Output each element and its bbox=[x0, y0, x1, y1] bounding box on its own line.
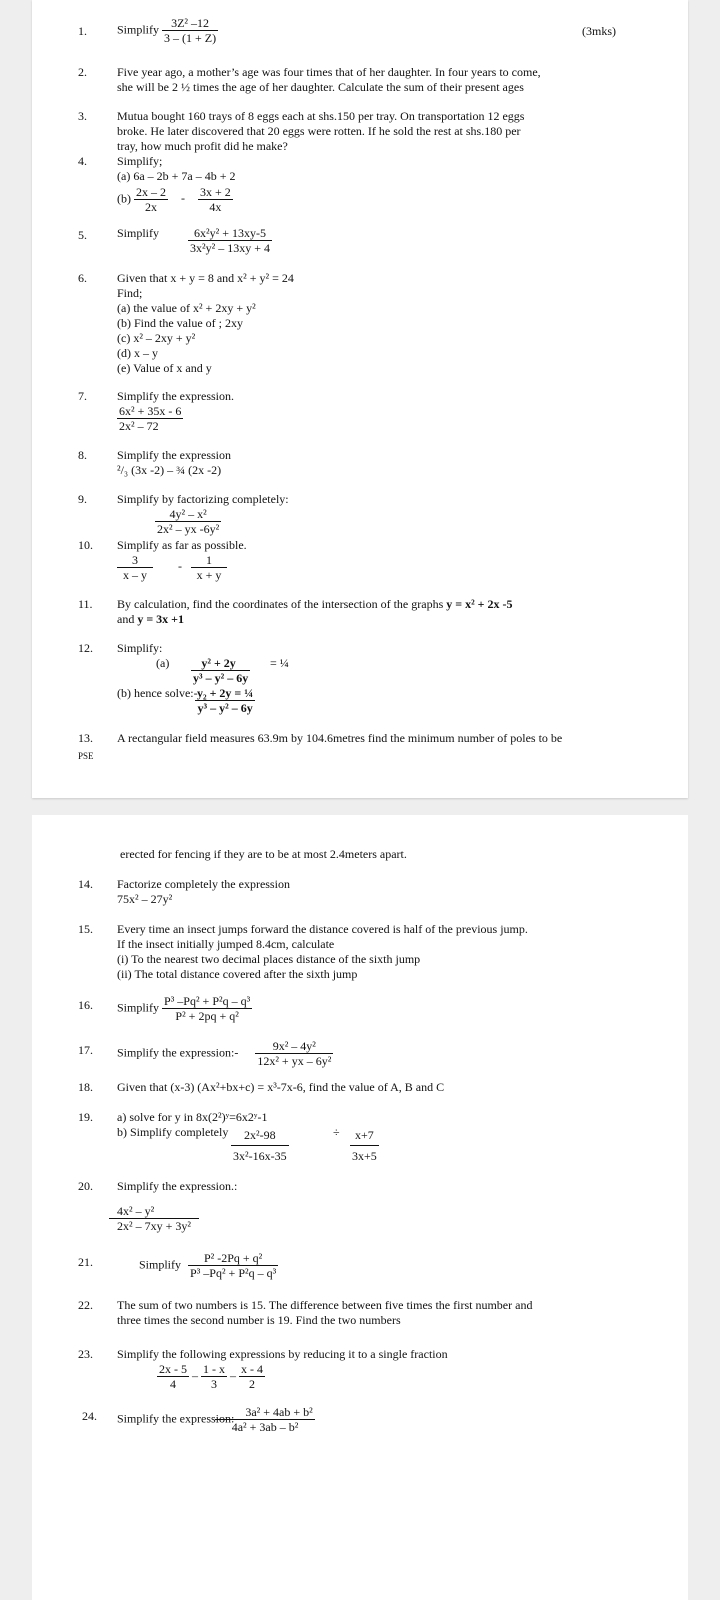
question-text: Find; bbox=[117, 286, 143, 300]
question-number: 14. bbox=[78, 877, 93, 891]
numerator: 3x + 2 bbox=[200, 185, 231, 199]
denominator: 2x² – 7xy + 3y² bbox=[109, 1218, 199, 1233]
question-number: 5. bbox=[78, 228, 87, 242]
question-text: and bbox=[117, 612, 135, 626]
question-text: Simplify the expression.: bbox=[117, 1179, 238, 1193]
question-text: (a) the value of x² + 2xy + y² bbox=[117, 301, 256, 315]
question-text: Simplify as far as possible. bbox=[117, 538, 247, 552]
numerator: 6x²y² + 13xy-5 bbox=[188, 226, 272, 241]
fraction bbox=[350, 1125, 379, 1166]
question-text: Every time an insect jumps forward the distance covered is half of the previous jump. bbox=[117, 922, 528, 936]
question-label: Simplify bbox=[117, 226, 160, 240]
question-text: (b) Find the value of ; 2xy bbox=[117, 316, 243, 330]
denominator: 3x+5 bbox=[352, 1149, 377, 1163]
fraction bbox=[109, 1204, 199, 1233]
question-text: By calculation, find the coordinates of the intersection of the graphs bbox=[117, 597, 444, 611]
equation: y = 3x +1 bbox=[137, 612, 185, 626]
fraction bbox=[195, 686, 255, 715]
part-label: (a) bbox=[156, 656, 170, 670]
question-text: Simplify the expression bbox=[117, 448, 231, 462]
question-number: 23. bbox=[78, 1347, 93, 1361]
question-text: Simplify by factorizing completely: bbox=[117, 492, 289, 506]
question-number: 2. bbox=[78, 65, 87, 79]
question-text: Simplify; bbox=[117, 154, 163, 168]
denominator: 3x²-16x-35 bbox=[233, 1149, 287, 1163]
question-text: Mutua bought 160 trays of 8 eggs each at shs.150 per tray. On transportation 12 eggs bbox=[117, 109, 525, 123]
question-text: ²/₃ (3x -2) – ¾ (2x -2) bbox=[117, 463, 222, 477]
question-label: Simplify bbox=[117, 22, 160, 37]
question-label: Simplify the expression:- bbox=[117, 1411, 239, 1426]
numerator: P³ –Pq² + P²q – q³ bbox=[164, 994, 251, 1008]
question-label: Simplify the expression:- bbox=[117, 1045, 239, 1060]
numerator: 3Z² –12 bbox=[162, 16, 218, 31]
question-text: (a) 6a – 2b + 7a – 4b + 2 bbox=[117, 169, 236, 183]
numerator: 9x² – 4y² bbox=[255, 1039, 333, 1054]
numerator: x+7 bbox=[350, 1125, 379, 1146]
question-number: 9. bbox=[78, 492, 87, 506]
fraction bbox=[117, 404, 183, 433]
question-number: 21. bbox=[78, 1255, 93, 1269]
question-text: she will be 2 ½ times the age of her daughter. Calculate the sum of their present ages bbox=[117, 80, 524, 94]
numerator: y² + 2y bbox=[191, 656, 250, 671]
numerator: 2x - 5 bbox=[159, 1362, 187, 1376]
question-text: a) solve for y in 8x(2²)ʸ=6x2ʸ-1 bbox=[117, 1110, 268, 1124]
question-number: 22. bbox=[78, 1298, 93, 1312]
denominator: x + y bbox=[196, 568, 222, 582]
question-number: 16. bbox=[78, 998, 93, 1012]
denominator: 3x²y² – 13xy + 4 bbox=[190, 241, 270, 255]
question-text: Simplify the following expressions by reducing it to a single fraction bbox=[117, 1347, 448, 1361]
denominator: 2x bbox=[145, 200, 157, 214]
question-number: 11. bbox=[78, 597, 93, 611]
numerator: 4y² – x² bbox=[155, 507, 221, 522]
denominator: 4a² + 3ab – b² bbox=[231, 1420, 299, 1434]
page-2 bbox=[32, 815, 688, 1600]
question-number: 15. bbox=[78, 922, 93, 936]
page-1 bbox=[32, 0, 688, 798]
numerator: 2x²-98 bbox=[231, 1125, 289, 1146]
equals-quarter: = ¼ bbox=[270, 656, 289, 670]
question-number: 3. bbox=[78, 109, 87, 123]
fraction bbox=[201, 1362, 227, 1391]
fraction bbox=[162, 16, 218, 45]
fraction bbox=[188, 226, 272, 255]
question-number: 12. bbox=[78, 641, 93, 655]
question-text: (c) x² – 2xy + y² bbox=[117, 331, 196, 345]
question-text: Factorize completely the expression bbox=[117, 877, 290, 891]
fraction bbox=[155, 507, 221, 536]
fraction bbox=[157, 1362, 189, 1391]
question-text: (e) Value of x and y bbox=[117, 361, 212, 375]
denominator: y³ – y² – 6y bbox=[193, 671, 249, 685]
question-text: Five year ago, a mother’s age was four times that of her daughter. In four years to come, bbox=[117, 65, 541, 79]
question-text: three times the second number is 19. Find the two numbers bbox=[117, 1313, 401, 1327]
question-number: 1. bbox=[78, 24, 87, 38]
denominator: 2x² – yx -6y² bbox=[157, 522, 220, 536]
fraction bbox=[239, 1362, 265, 1391]
question-text: Simplify: bbox=[117, 641, 163, 655]
numerator: 6x² + 35x - 6 bbox=[119, 404, 182, 418]
fraction bbox=[134, 185, 168, 214]
operator: - bbox=[178, 559, 182, 574]
denominator: P³ –Pq² + P²q – q³ bbox=[190, 1266, 277, 1280]
numerator: P² -2Pq + q² bbox=[188, 1251, 278, 1266]
fraction bbox=[198, 185, 233, 214]
operator: – bbox=[192, 1368, 198, 1383]
numerator: 4x² – y² bbox=[117, 1204, 155, 1218]
question-text: Given that x + y = 8 and x² + y² = 24 bbox=[117, 271, 294, 285]
fraction bbox=[191, 656, 250, 685]
question-text: 75x² – 27y² bbox=[117, 892, 173, 906]
denominator: x – y bbox=[123, 568, 147, 582]
operator: – bbox=[230, 1368, 236, 1383]
numerator: 3 bbox=[117, 553, 153, 568]
question-text: tray, how much profit did he make? bbox=[117, 139, 288, 153]
question-text: (d) x – y bbox=[117, 346, 158, 360]
question-text: broke. He later discovered that 20 eggs were rotten. If he sold the rest at shs.180 per bbox=[117, 124, 521, 138]
question-number: 4. bbox=[78, 154, 87, 168]
fraction bbox=[162, 994, 252, 1023]
question-number: 8. bbox=[78, 448, 87, 462]
equation: y = x² + 2x -5 bbox=[446, 597, 513, 611]
denominator: 4 bbox=[170, 1377, 176, 1391]
numerator: 2x – 2 bbox=[136, 185, 166, 199]
numerator: 3a² + 4ab + b² bbox=[215, 1405, 314, 1420]
question-number: 13. bbox=[78, 731, 93, 745]
denominator: 4x bbox=[209, 200, 222, 214]
question-text: If the insect initially jumped 8.4cm, calculate bbox=[117, 937, 335, 951]
question-number: 19. bbox=[78, 1110, 93, 1124]
denominator: P² + 2pq + q² bbox=[175, 1009, 239, 1023]
part-label: b) Simplify completely bbox=[117, 1125, 229, 1139]
numerator: 1 bbox=[191, 553, 227, 568]
pse-label: PSE bbox=[78, 751, 94, 761]
question-label: Simplify bbox=[117, 1000, 160, 1015]
numerator: x - 4 bbox=[241, 1362, 263, 1376]
denominator: 3 – (1 + Z) bbox=[164, 31, 217, 45]
marks-label: (3mks) bbox=[582, 24, 616, 38]
denominator: 3 bbox=[211, 1377, 217, 1391]
part-label: (b) bbox=[117, 191, 131, 206]
numerator: y₂ + 2y = ¼ bbox=[197, 686, 254, 700]
question-text: A rectangular field measures 63.9m by 104.6metres find the minimum number of poles to be bbox=[117, 731, 563, 745]
numerator: 1 - x bbox=[203, 1362, 225, 1376]
question-number: 6. bbox=[78, 271, 87, 285]
question-label: Simplify bbox=[139, 1257, 182, 1272]
fraction bbox=[191, 553, 227, 582]
fraction bbox=[215, 1405, 314, 1434]
question-number: 18. bbox=[78, 1080, 93, 1094]
question-number: 20. bbox=[78, 1179, 93, 1193]
denominator: 12x² + yx – 6y² bbox=[257, 1054, 332, 1068]
question-number: 17. bbox=[78, 1043, 93, 1057]
question-number: 7. bbox=[78, 389, 87, 403]
fraction bbox=[117, 553, 153, 582]
denominator: 2x² – 72 bbox=[119, 419, 159, 433]
operator: ÷ bbox=[333, 1125, 340, 1139]
question-text: (ii) The total distance covered after the sixth jump bbox=[117, 967, 358, 981]
fraction bbox=[188, 1251, 278, 1280]
question-text: (i) To the nearest two decimal places distance of the sixth jump bbox=[117, 952, 421, 966]
question-text: erected for fencing if they are to be at most 2.4meters apart. bbox=[120, 847, 407, 861]
operator: - bbox=[181, 191, 185, 206]
part-label: (b) hence solve:- bbox=[117, 686, 198, 700]
question-number: 24. bbox=[82, 1409, 97, 1423]
fraction bbox=[231, 1125, 289, 1166]
fraction bbox=[255, 1039, 333, 1068]
question-text: Given that (x-3) (Ax²+bx+c) = x³-7x-6, find the value of A, B and C bbox=[117, 1080, 445, 1094]
question-number: 10. bbox=[78, 538, 93, 552]
denominator: 2 bbox=[249, 1377, 255, 1391]
question-text: Simplify the expression. bbox=[117, 389, 234, 403]
denominator: y³ – y² – 6y bbox=[197, 701, 253, 715]
question-text: The sum of two numbers is 15. The difference between five times the first number and bbox=[117, 1298, 533, 1312]
